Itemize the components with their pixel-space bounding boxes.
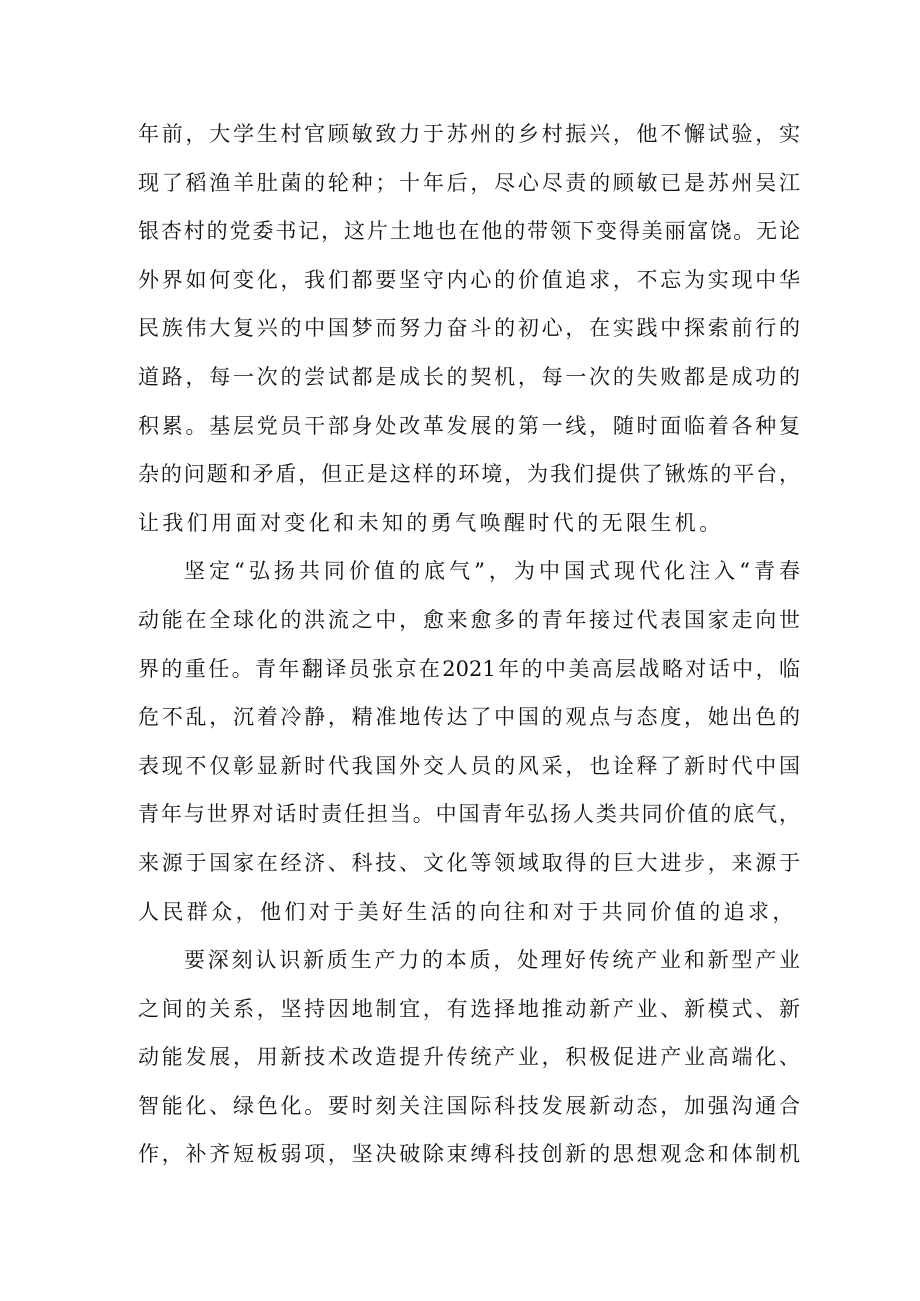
text-line: 之间的关系，坚持因地制宜，有选择地推动新产业、新模式、新 [138,996,800,1021]
text-line: 外界如何变化，我们都要坚守内心的价值追求，不忘为实现中华 [138,267,800,292]
text-line-indented: 坚定“弘扬共同价值的底气”，为中国式现代化注入“青春 [184,559,800,584]
text-line: 动能在全球化的洪流之中，愈来愈多的青年接过代表国家走向世 [138,607,800,632]
paragraph-common-values [138,547,800,936]
text-line-last: 人民群众，他们对于美好生活的向往和对于共同价值的追求， [138,899,797,924]
text-line: 表现不仅彰显新时代我国外交人员的风采，也诠释了新时代中国 [138,753,800,778]
text-line: 银杏村的党委书记，这片土地也在他的带领下变得美丽富饶。无论 [138,219,800,244]
text-line: 现了稻渔羊肚菌的轮种；十年后，尽心尽责的顾敏已是苏州吴江 [138,170,800,195]
text-line: 危不乱，沉着冷静，精准地传达了中国的观点与态度，她出色的 [138,705,800,730]
text-line: 积累。基层党员干部身处改革发展的第一线，随时面临着各种复 [138,413,800,438]
text-line: 动能发展，用新技术改造提升传统产业，积极促进产业高端化、 [138,1045,800,1070]
paragraph-new-productivity [138,936,800,1179]
text-line: 年前，大学生村官顾敏致力于苏州的乡村振兴，他不懈试验，实 [138,122,800,146]
text-line-last: 让我们用面对变化和未知的勇气唤醒时代的无限生机。 [138,510,724,535]
text-line: 民族伟大复兴的中国梦而努力奋斗的初心，在实践中探索前行的 [138,316,800,341]
text-line-indented: 要深刻认识新质生产力的本质，处理好传统产业和新型产业 [184,948,800,973]
text-line: 杂的问题和矛盾，但正是这样的环境，为我们提供了锹炼的平台， [138,462,800,487]
text-line: 道路，每一次的尝试都是成长的契机，每一次的失败都是成功的 [138,364,800,389]
document-page [138,110,800,1179]
text-line: 作，补齐短板弱项，坚决破除束缚科技创新的思想观念和体制机 [138,1142,800,1167]
text-line: 青年与世界对话时责任担当。中国青年弘扬人类共同价值的底气， [138,802,800,827]
text-line: 来源于国家在经济、科技、文化等领域取得的巨大进步，来源于 [138,850,800,875]
text-line: 界的重任。青年翻译员张京在2021年的中美高层战略对话中，临 [138,656,800,681]
text-line: 智能化、绿色化。要时刻关注国际科技发展新动态，加强沟通合 [138,1093,800,1118]
paragraph-village-official [138,110,800,547]
